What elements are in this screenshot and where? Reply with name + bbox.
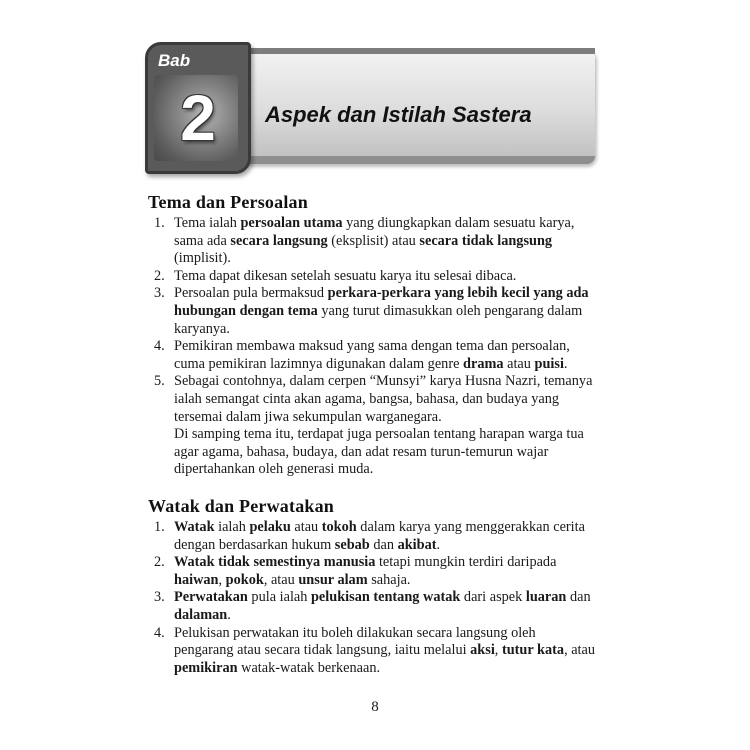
list-item: [148, 215, 598, 268]
list-item-number: 2.: [154, 267, 165, 284]
list-item: [148, 554, 598, 589]
bold-term: unsur alam: [298, 571, 368, 588]
list-item-number: 2.: [154, 554, 165, 571]
chapter-title-band: [225, 48, 595, 164]
bold-term: pokok: [225, 571, 264, 588]
list-item-paragraph: Sebagai contohnya, dalam cerpen “Munsyi” karya Husna Nazri, temanya ialah semangat cinta akan agama, bangsa, bahasa, dan budaya yang tersemai dalam jiwa sekumpulan warganegara.: [174, 373, 593, 425]
list-item: [148, 268, 598, 286]
bold-term: Perwatakan: [174, 589, 248, 606]
chapter-number: 2: [180, 82, 216, 154]
numbered-list: [148, 215, 598, 479]
bold-term: akibat: [397, 536, 437, 553]
list-item-paragraph: Di samping tema itu, terdapat juga persoalan tentang harapan warga tua agar agama, bahasa, budaya, dan adat resam turun-temurun wajar dipertahankan oleh generasi muda.: [174, 426, 584, 478]
bold-term: secara tidak langsung: [419, 232, 553, 249]
list-item-number: 1.: [154, 519, 165, 535]
list-item-paragraph: Tema dapat dikesan setelah sesuatu karya itu selesai dibaca.: [174, 267, 517, 284]
bold-term: sebab: [334, 536, 370, 553]
list-item-paragraph: Perwatakan pula ialah pelukisan tentang watak dari aspek luaran dan dalaman.: [174, 589, 591, 623]
chapter-title: Aspek dan Istilah Sastera: [265, 102, 532, 127]
list-item-paragraph: Watak ialah pelaku atau tokoh dalam karya yang menggerakkan cerita dengan berdasarkan hukum sebab dan akibat.: [174, 519, 585, 553]
bold-term: perkara-perkara yang lebih kecil yang ada hubungan dengan tema: [174, 285, 589, 319]
bold-term: pemikiran: [174, 659, 238, 676]
bold-term: secara langsung: [230, 232, 328, 249]
list-item-paragraph: Watak tidak semestinya manusia tetapi mungkin terdiri daripada haiwan, pokok, atau unsur alam sahaja.: [174, 554, 557, 588]
bold-term: luaran: [525, 589, 567, 606]
chapter-banner: [145, 42, 595, 170]
list-item: [148, 589, 598, 624]
list-item-number: 5.: [154, 373, 165, 390]
chapter-label: Bab: [158, 51, 191, 70]
section-watak-dan-perwatakan: [148, 496, 598, 677]
bold-term: Watak tidak semestinya manusia: [174, 554, 376, 571]
list-item-number: 1.: [154, 215, 165, 231]
page-number: 8: [371, 699, 379, 715]
bold-term: Watak: [174, 519, 215, 535]
bold-term: dalaman: [174, 606, 228, 623]
section-tema-dan-persoalan: [148, 192, 598, 479]
bold-term: persoalan utama: [240, 215, 343, 231]
list-item: [148, 625, 598, 678]
list-item: [148, 519, 598, 554]
chapter-number-box: [145, 42, 251, 174]
bold-term: drama: [463, 355, 504, 372]
bold-term: tutur kata: [501, 642, 565, 659]
list-item-paragraph: Pemikiran membawa maksud yang sama dengan tema dan persoalan, cuma pemikiran lazimnya digunakan dalam genre drama atau puisi.: [174, 338, 570, 372]
list-item: [148, 338, 598, 373]
bold-term: puisi: [534, 355, 564, 372]
list-item: [148, 373, 598, 479]
list-item-number: 4.: [154, 338, 165, 355]
bold-term: aksi: [470, 642, 495, 659]
list-item-number: 4.: [154, 624, 165, 641]
list-item-paragraph: Tema ialah persoalan utama yang diungkapkan dalam sesuatu karya, sama ada secara langsung (eksplisit) atau secara tidak langsung (implisit).: [174, 215, 575, 267]
bold-term: tokoh: [321, 519, 357, 535]
list-item-number: 3.: [154, 589, 165, 606]
list-item-number: 3.: [154, 285, 165, 302]
list-item-paragraph: Pelukisan perwatakan itu boleh dilakukan secara langsung oleh pengarang atau secara tidak langsung, iaitu melalui aksi, tutur kata, atau pemikiran watak-watak berkenaan.: [174, 624, 596, 676]
bold-term: pelukisan tentang watak: [310, 589, 461, 606]
bold-term: haiwan: [174, 571, 219, 588]
numbered-list: [148, 519, 598, 677]
section-heading: Watak dan Perwatakan: [148, 496, 335, 516]
list-item-paragraph: Persoalan pula bermaksud perkara-perkara yang lebih kecil yang ada hubungan dengan tema yang turut dimasukkan oleh pengarang dalam karyanya.: [174, 285, 589, 337]
bold-term: pelaku: [249, 519, 291, 535]
list-item: [148, 285, 598, 338]
section-heading: Tema dan Persoalan: [148, 192, 308, 212]
